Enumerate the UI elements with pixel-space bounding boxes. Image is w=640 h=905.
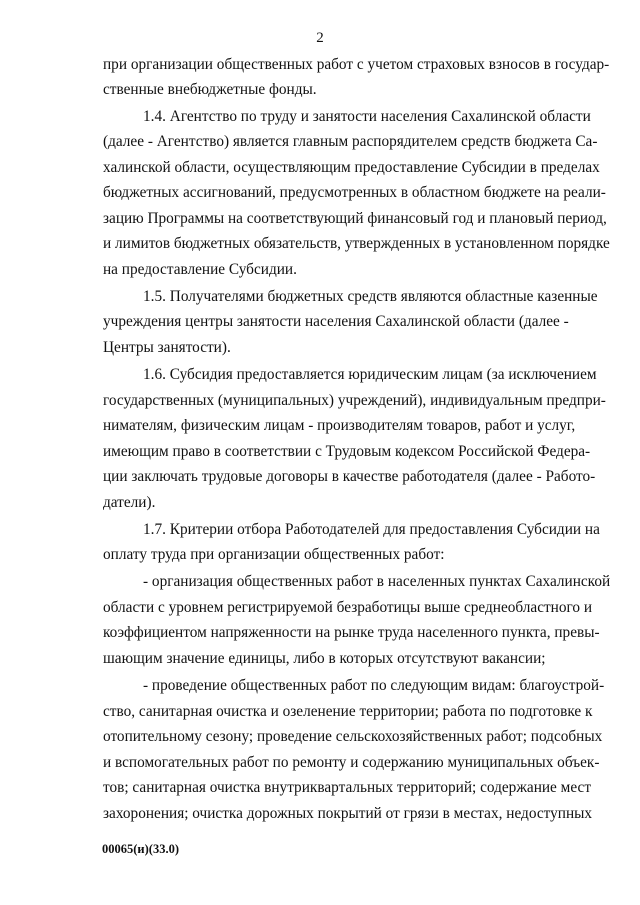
text-line: 1.7. Критерии отбора Работодателей для предоставления Субсидии на <box>143 521 600 538</box>
text-line: области с уровнем регистрируемой безработицы выше среднеобластного и <box>103 599 593 616</box>
text-line: и лимитов бюджетных обязательств, утвержденных в установленном порядке <box>103 235 610 252</box>
text-line: коэффициентом напряженности на рынке труда населенного пункта, превы- <box>103 624 600 641</box>
text-line: оплату труда при организации общественных работ: <box>103 546 445 563</box>
page-number: 2 <box>316 30 324 46</box>
document-code: 00065(и)(33.0) <box>102 842 179 856</box>
text-line: ственные внебюджетные фонды. <box>103 81 317 98</box>
text-line: при организации общественных работ с учетом страховых взносов в государ- <box>103 56 610 73</box>
text-line: 1.5. Получателями бюджетных средств являются областные казенные <box>143 288 598 305</box>
text-line: Центры занятости). <box>103 339 231 356</box>
text-line: ции заключать трудовые договоры в качестве работодателя (далее - Работо- <box>103 468 596 485</box>
text-line: - проведение общественных работ по следующим видам: благоустрой- <box>143 677 605 694</box>
text-line: 1.6. Субсидия предоставляется юридическим лицам (за исключением <box>143 366 597 383</box>
text-line: отопительному сезону; проведение сельскохозяйственных работ; подсобных <box>103 728 603 745</box>
text-line: имеющим право в соответствии с Трудовым кодексом Российской Федера- <box>103 443 591 460</box>
text-line: и вспомогательных работ по ремонту и содержанию муниципальных объек- <box>103 754 600 771</box>
text-line: учреждения центры занятости населения Сахалинской области (далее - <box>103 313 569 330</box>
text-line: датели). <box>103 494 156 511</box>
text-line: (далее - Агентство) является главным распорядителем средств бюджета Са- <box>103 133 598 150</box>
text-line: ство, санитарная очистка и озеленение территории; работа по подготовке к <box>103 703 593 720</box>
text-line: шающим значение единицы, либо в которых отсутствуют вакансии; <box>103 650 546 667</box>
text-line: 1.4. Агентство по труду и занятости населения Сахалинской области <box>143 108 591 125</box>
text-line: - организация общественных работ в населенных пунктах Сахалинской <box>143 573 611 590</box>
text-line: тов; санитарная очистка внутриквартальных территорий; содержание мест <box>103 779 591 796</box>
text-line: бюджетных ассигнований, предусмотренных в областном бюджете на реали- <box>103 184 606 201</box>
text-line: государственных (муниципальных) учреждений), индивидуальным предпри- <box>103 392 606 409</box>
text-line: захоронения; очистка дорожных покрытий от грязи в местах, недоступных <box>103 805 593 822</box>
text-line: на предоставление Субсидии. <box>103 261 297 278</box>
text-line: зацию Программы на соответствующий финансовый год и плановый период, <box>103 210 607 227</box>
text-line: нимателям, физическим лицам - производителям товаров, работ и услуг, <box>103 417 576 434</box>
text-line: халинской области, осуществляющим предоставление Субсидии в пределах <box>103 159 600 176</box>
